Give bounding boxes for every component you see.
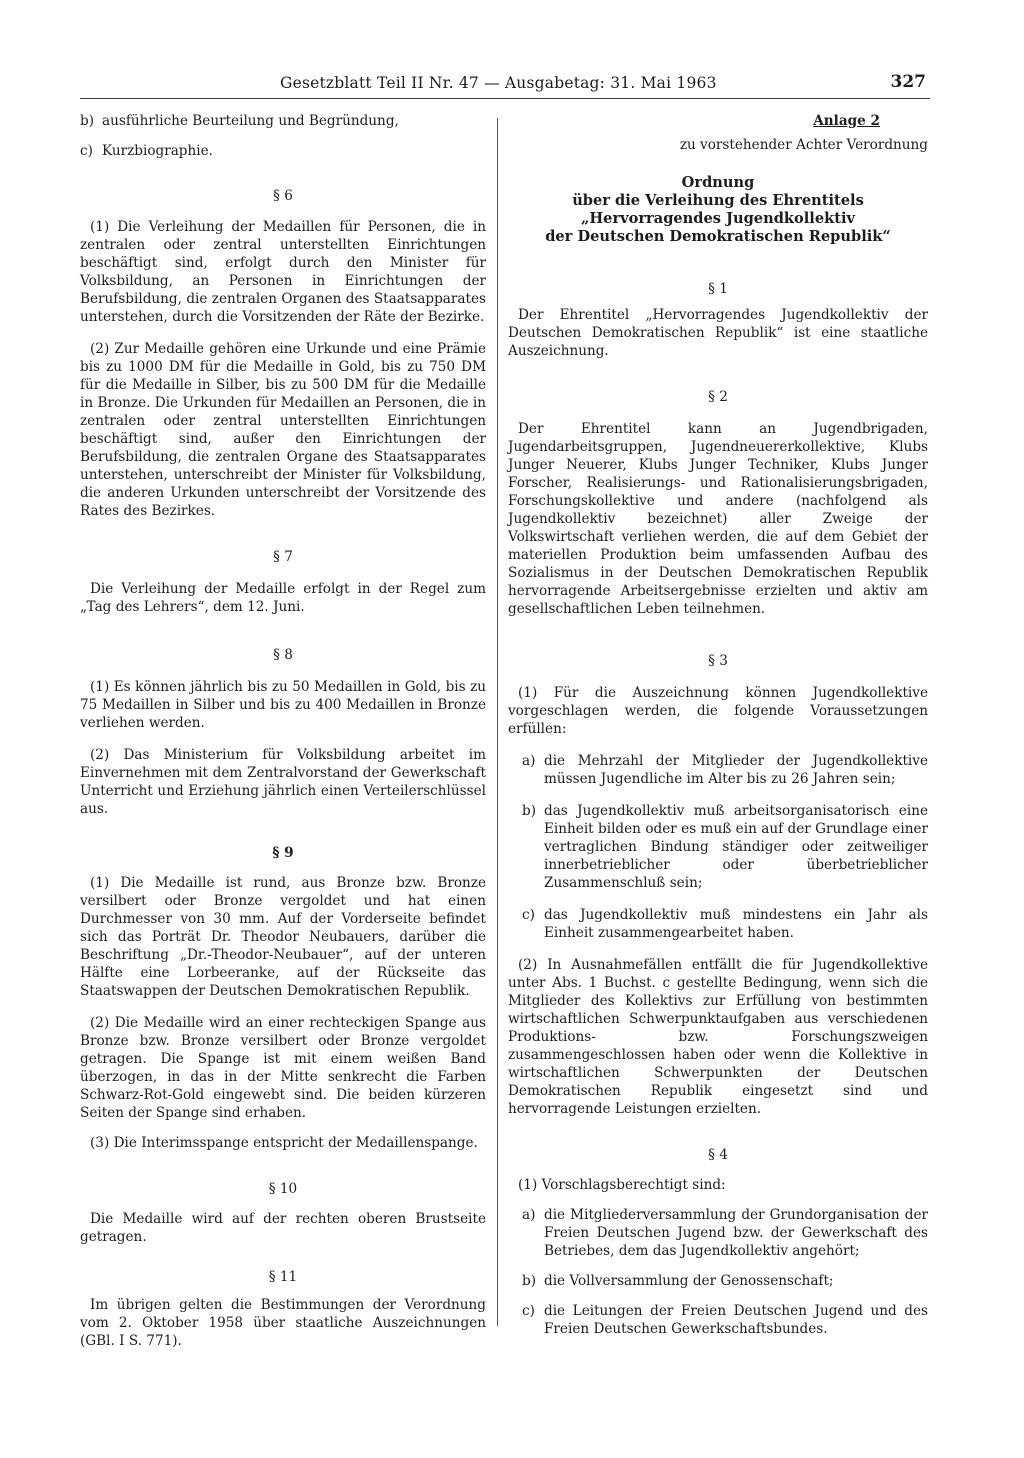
annex-3-item-b <box>508 802 928 892</box>
section-6-paragraph-2: (2) Zur Medaille gehören eine Urkunde und eine Prämie bis zu 1000 DM für die Medaille in Gold, bis zu 750 DM für die Medaille in Silber, bis zu 500 DM für die Medaille in Bronze. Die Urkunden für Medaillen an Personen, die in zentralen oder zentral unterstellten Einrichtungen beschäftigt sind, außer den Einrichtungen der Berufsbildung, die zentralen Organe des Staatsapparates unterstehen, unterschreibt der Minister für Volksbildung, die anderen Urkunden unterschreibt der Vorsitzende des Rates des Bezirkes. <box>80 341 486 519</box>
section-8-paragraph-1: (1) Es können jährlich bis zu 50 Medaillen in Gold, bis zu 75 Medaillen in Silber und bis zu 400 Medaillen in Bronze verliehen werden. <box>80 679 486 731</box>
annex-section-heading-3: § 3 <box>708 653 728 669</box>
list-text: die Mitgliederversammlung der Grundorganisation der Freien Deutschen Jugend bzw. der Gewerkschaft des Betriebes, dem das Jugendkollektiv angehört; <box>544 1207 928 1259</box>
list-marker: b) <box>522 1273 537 1289</box>
annex-4-item-b <box>508 1272 928 1290</box>
section-9-paragraph-2: (2) Die Medaille wird an einer rechteckigen Spange aus Bronze bzw. Bronze versilbert oder Bronze vergoldet getragen. Die Spange ist mit einem weißen Band überzogen, in das in der Mitte senkrecht die Farben Schwarz-Rot-Gold eingewebt sind. Die beiden kürzeren Seiten der Spange sind erhaben. <box>80 1015 486 1121</box>
list-marker: a) <box>522 1207 536 1223</box>
section-9-paragraph-1: (1) Die Medaille ist rund, aus Bronze bzw. Bronze versilbert oder Bronze vergoldet und hat einen Durchmesser von 30 mm. Auf der Vorderseite befindet sich das Porträt Dr. Theodor Neubauers, darüber die Beschriftung „Dr.-Theodor-Neubauer“, auf der unteren Hälfte eine Lorbeeranke, auf der Rückseite das Staatswappen der Deutschen Demokratischen Republik. <box>80 875 486 999</box>
section-6-paragraph-1: (1) Die Verleihung der Medaillen für Personen, die in zentralen oder zentral unterstellten Einrichtungen beschäftigt sind, erfolgt durch den Minister für Volksbildung, an Personen in Einrichtungen der Berufsbildung, die zentralen Organen des Staatsapparates unterstehen, durch die Vorsitzenden der Räte der Bezirke. <box>80 219 486 325</box>
list-text: ausführliche Beurteilung und Begründung, <box>102 113 399 129</box>
annex-3-item-a <box>508 752 928 788</box>
list-item-c <box>80 142 486 160</box>
annex-4-item-a <box>508 1206 928 1260</box>
list-marker: c) <box>522 1303 535 1319</box>
annex-4-item-c <box>508 1302 928 1338</box>
annex-subtitle: zu vorstehender Achter Verordnung <box>679 137 928 153</box>
list-marker: b) <box>80 113 95 129</box>
order-title-line-3: „Hervorragendes Jugendkollektiv <box>580 210 855 227</box>
annex-section-3-paragraph-1: (1) Für die Auszeichnung können Jugendkollektive vorgeschlagen werden, die folgende Voraussetzungen erfüllen: <box>508 685 928 737</box>
order-title-line-4: der Deutschen Demokratischen Republik“ <box>545 228 891 245</box>
list-marker: c) <box>80 143 93 159</box>
annex-3-item-c <box>508 906 928 942</box>
annex-title-text: Anlage 2 <box>813 113 880 129</box>
section-10-paragraph-1: Die Medaille wird auf der rechten oberen Brustseite getragen. <box>80 1211 486 1245</box>
list-item-b <box>80 112 486 130</box>
section-11-paragraph-1: Im übrigen gelten die Bestimmungen der Verordnung vom 2. Oktober 1958 über staatliche Auszeichnungen (GBl. I S. 771). <box>80 1297 486 1349</box>
annex-section-2-paragraph-1: Der Ehrentitel kann an Jugendbrigaden, Jugendarbeitsgruppen, Jugendneuererkollektive, Klubs Junger Neuerer, Klubs Junger Techniker, Klubs Junger Forscher, Realisierungs- und Rationalisierungsbrigaden, Forschungskollektive und andere (nachfolgend als Jugendkollektiv bezeichnet) aller Zweige der Volkswirtschaft verliehen werden, die auf dem Gebiet der materiellen Produktion beim umfassenden Aufbau des Sozialismus in der Deutschen Demokratischen Republik hervorragende Arbeitsergebnisse erzielten und aktiv am gesellschaftlichen Leben teilnehmen. <box>508 421 928 617</box>
section-7-paragraph-1: Die Verleihung der Medaille erfolgt in der Regel zum „Tag des Lehrers“, dem 12. Juni. <box>80 581 486 615</box>
list-marker: c) <box>522 907 535 923</box>
right-column <box>508 112 928 1338</box>
page-number: 327 <box>890 72 926 92</box>
annex-title <box>508 112 928 130</box>
running-title: Gesetzblatt Teil II Nr. 47 — Ausgabetag: 31. Mai 1963 <box>280 74 717 92</box>
section-heading-9: § 9 <box>272 845 294 861</box>
annex-section-3-paragraph-2: (2) In Ausnahmefällen entfällt die für Jugendkollektive unter Abs. 1 Buchst. c gestellte Bedingung, wenn sich die Mitglieder des Kollektivs zur Erfüllung von bestimmten wirtschaftlichen Schwerpunktaufgaben aus verschiedenen Produktions- bzw. Forschungszweigen zusammengeschlossen haben oder wenn die Kollektive in wirtschaftlichen Schwerpunkten der Deutschen Demokratischen Republik eingesetzt sind und hervorragende Leistungen erzielten. <box>508 957 928 1117</box>
column-divider <box>497 118 498 1326</box>
left-column <box>80 112 486 1350</box>
list-marker: b) <box>522 803 537 819</box>
list-text: das Jugendkollektiv muß mindestens ein Jahr als Einheit zusammengearbeitet haben. <box>544 907 928 941</box>
list-text: die Vollversammlung der Genossenschaft; <box>544 1273 834 1289</box>
section-heading-6: § 6 <box>273 188 293 204</box>
order-title-line-2: über die Verleihung des Ehrentitels <box>572 192 864 209</box>
section-heading-11: § 11 <box>268 1269 298 1285</box>
list-text: das Jugendkollektiv muß arbeitsorganisatorisch eine Einheit bilden oder es muß ein auf der Grundlage einer vertraglichen Bindung ständiger oder zeitweiliger innerbetrieblicher oder überbetrieblicher Zusammenschluß sein; <box>544 803 928 891</box>
list-marker: a) <box>522 753 536 769</box>
section-heading-8: § 8 <box>273 647 293 663</box>
section-8-paragraph-2: (2) Das Ministerium für Volksbildung arbeitet im Einvernehmen mit dem Zentralvorstand der Gewerkschaft Unterricht und Erziehung jährlich einen Verteilerschlüssel aus. <box>80 747 486 817</box>
list-text: die Mehrzahl der Mitglieder der Jugendkollektive müssen Jugendliche im Alter bis zu 26 Jahren sein; <box>544 753 928 787</box>
annex-section-4-paragraph-1: (1) Vorschlagsberechtigt sind: <box>518 1177 726 1193</box>
page-header <box>80 74 930 99</box>
annex-section-heading-2: § 2 <box>708 389 728 405</box>
section-heading-10: § 10 <box>268 1181 298 1197</box>
section-heading-7: § 7 <box>273 549 293 565</box>
annex-section-heading-4: § 4 <box>708 1147 728 1163</box>
order-title-line-1: Ordnung <box>681 174 755 191</box>
annex-section-1-paragraph-1: Der Ehrentitel „Hervorragendes Jugendkollektiv der Deutschen Demokratischen Republik“ ist eine staatliche Auszeichnung. <box>508 307 928 359</box>
list-text: die Leitungen der Freien Deutschen Jugend und des Freien Deutschen Gewerkschaftsbundes. <box>544 1303 928 1337</box>
section-9-paragraph-3: (3) Die Interimsspange entspricht der Medaillenspange. <box>90 1135 478 1151</box>
list-text: Kurzbiographie. <box>102 143 213 159</box>
order-title <box>508 174 928 246</box>
annex-section-heading-1: § 1 <box>708 281 728 297</box>
